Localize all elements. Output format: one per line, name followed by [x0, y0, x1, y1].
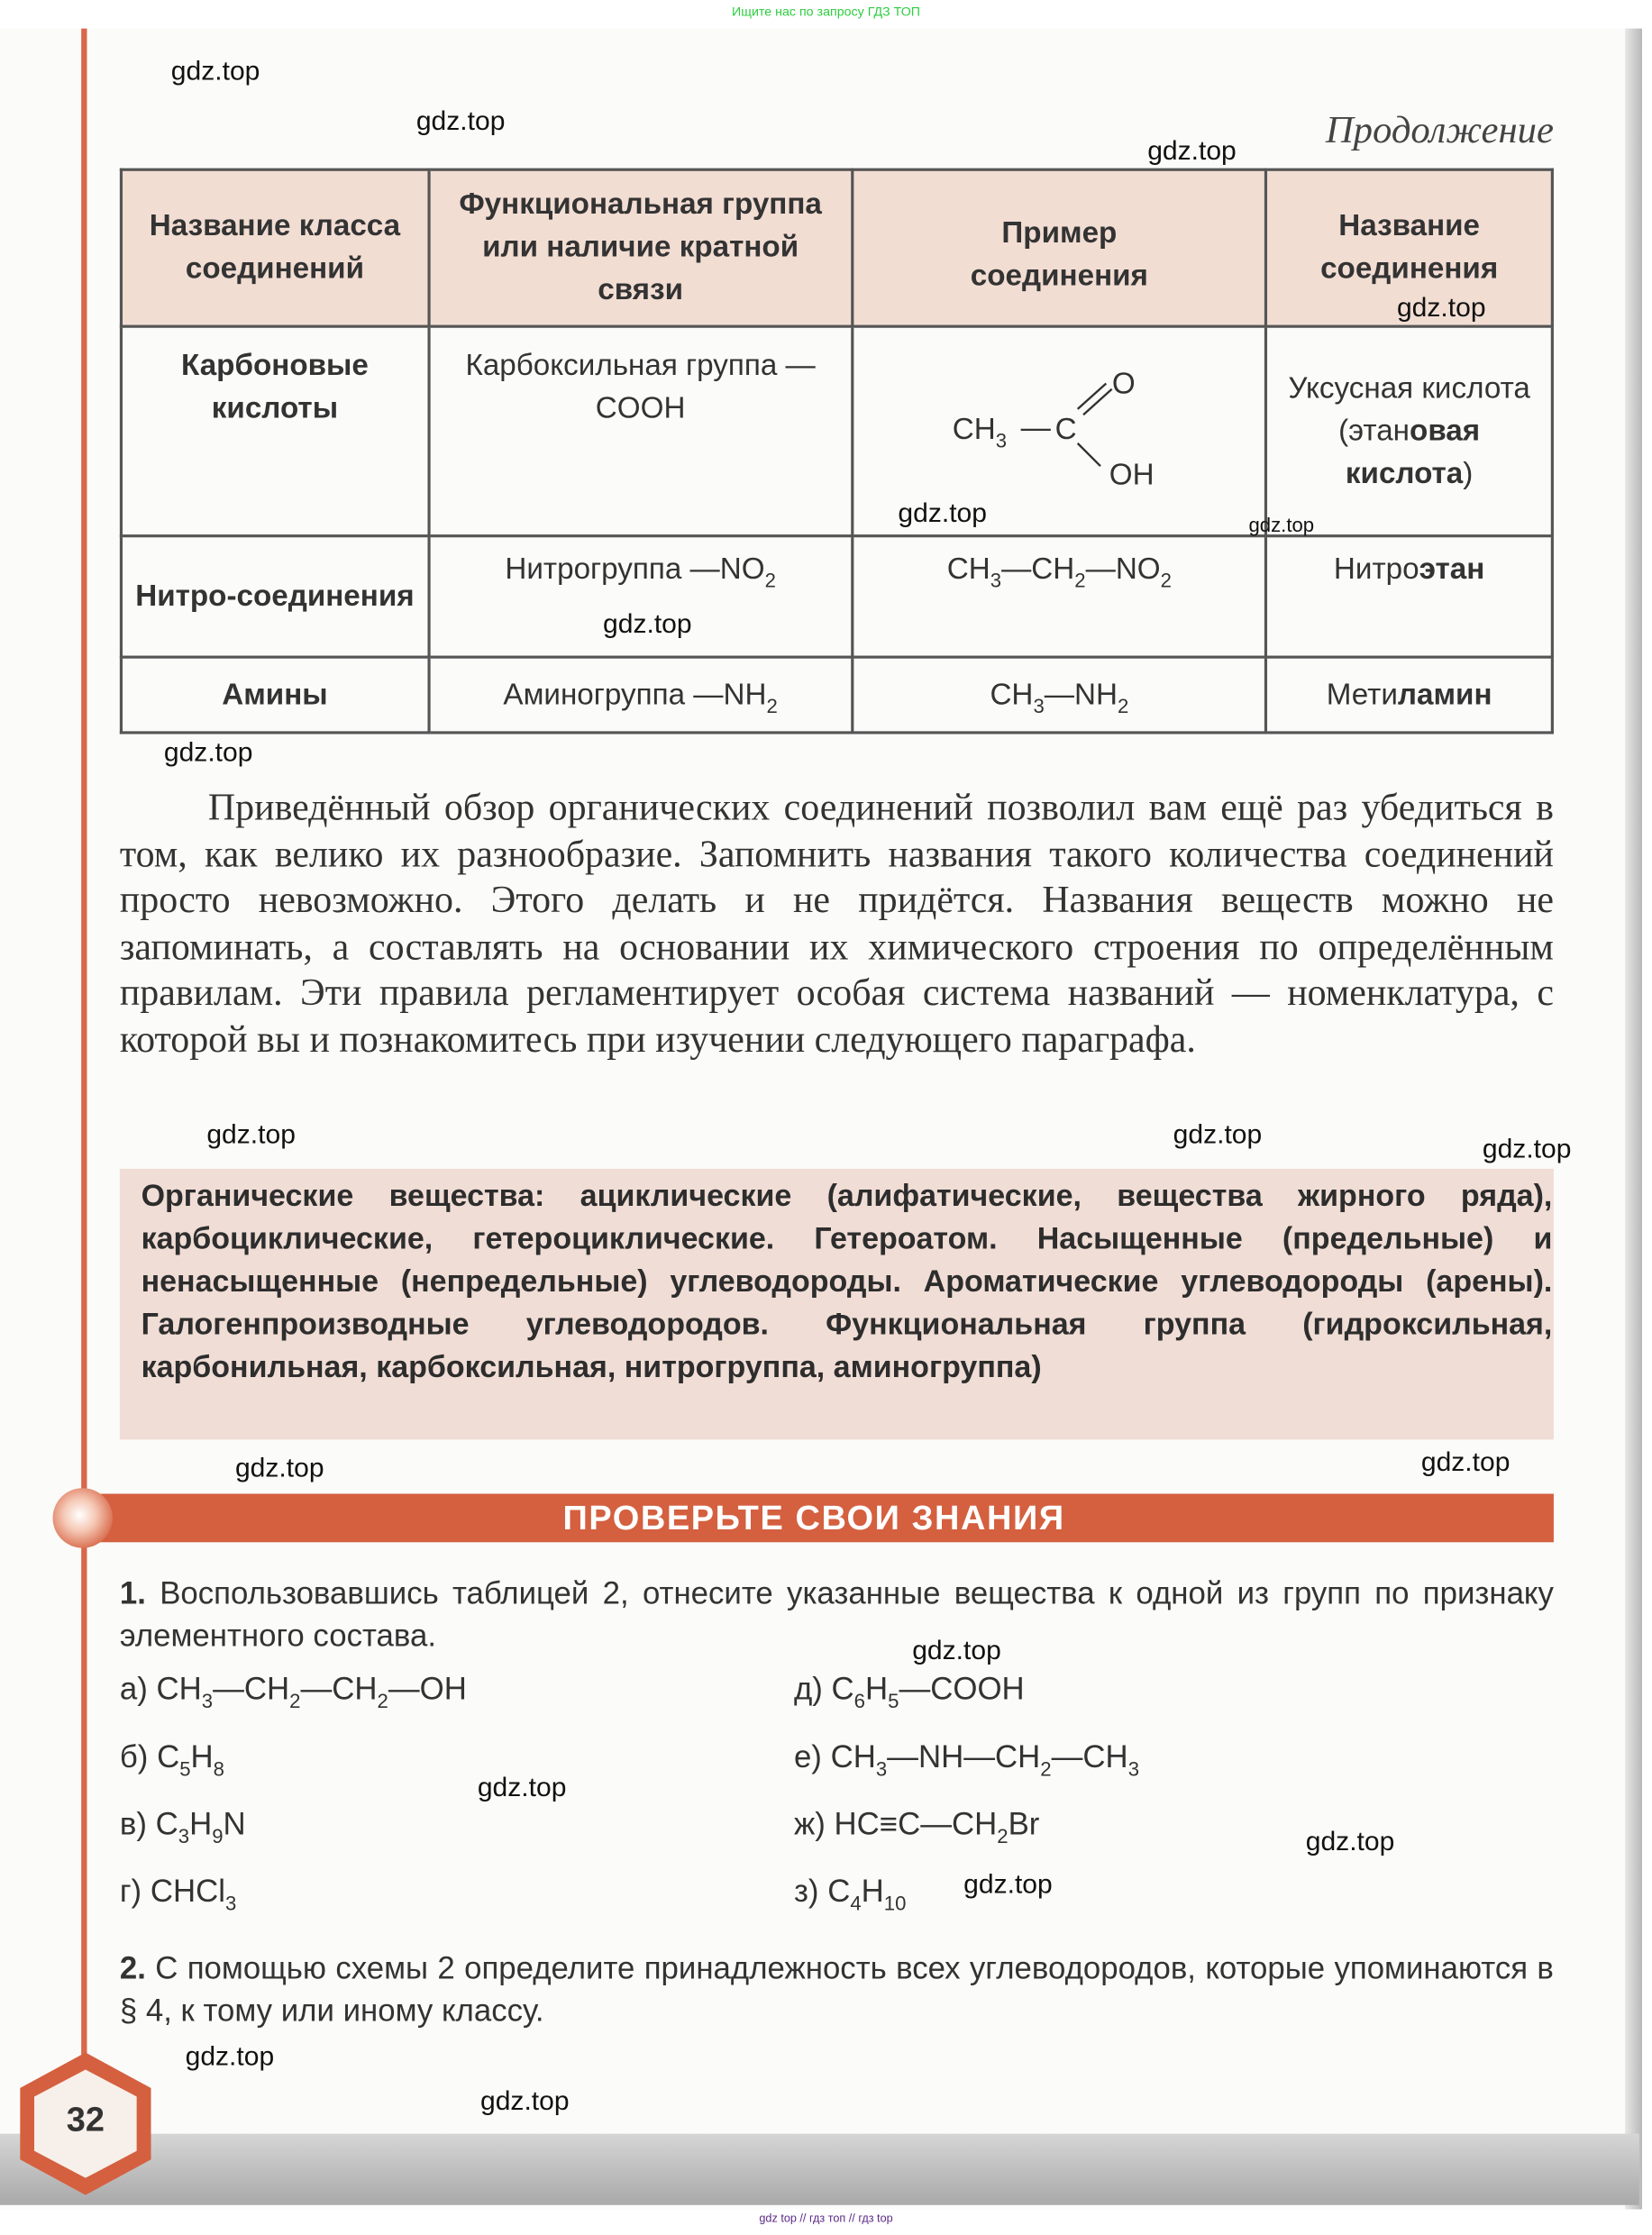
option-label: е) [793, 1738, 822, 1775]
ch-text: CH [952, 413, 996, 447]
watermark-text: gdz.top [234, 1454, 324, 1484]
watermark-text: gdz.top [1482, 1134, 1572, 1165]
formula-part: H [189, 1805, 213, 1842]
subscript: 2 [377, 1689, 388, 1712]
watermark-text: gdz.top [415, 106, 506, 137]
watermark-text: gdz.top [1420, 1447, 1511, 1479]
subscript: 5 [888, 1689, 899, 1712]
subscript: 2 [1160, 569, 1172, 592]
question-number: 1. [119, 1574, 146, 1611]
formula-part: C [157, 1738, 180, 1775]
formula-part: H [865, 1670, 889, 1707]
formula-part: C [831, 1670, 854, 1707]
subscript: 3 [995, 429, 1008, 452]
name-plain: Уксусная кислота (этан [1288, 371, 1530, 447]
option-label: в) [119, 1805, 147, 1842]
continuation-label: Продолжение [1325, 108, 1554, 151]
header-text: Пример соединения [970, 216, 1148, 293]
name-end: ) [1463, 456, 1474, 490]
answer-option [793, 1805, 1040, 1847]
formula-part: CHCl [150, 1873, 225, 1909]
watermark-text: gdz.top [1173, 1120, 1263, 1151]
watermark-text: gdz.top [963, 1870, 1053, 1901]
option-label: б) [119, 1738, 149, 1775]
subscript: 2 [289, 1689, 301, 1712]
formula-part: H [861, 1873, 884, 1909]
subscript: 3 [990, 569, 1002, 592]
formula-part: N [223, 1805, 246, 1842]
formula-part: CH [946, 552, 990, 587]
header-cell [853, 169, 1266, 326]
header-cell: Название класса соединений [121, 169, 428, 326]
group-text: Нитрогруппа —NO [505, 552, 765, 587]
formula-part: CH [156, 1670, 202, 1707]
example-cell [853, 536, 1266, 657]
subscript: 10 [883, 1891, 907, 1915]
formula-part: Br [1008, 1805, 1040, 1842]
question-2 [120, 1947, 1554, 2032]
formula-part: —NH [1044, 678, 1118, 711]
question-1 [120, 1573, 1554, 1658]
subscript: 3 [178, 1824, 190, 1847]
formula-part: —OH [388, 1670, 467, 1707]
table-row [121, 536, 1552, 657]
watermark-text: gdz.top [477, 1773, 567, 1803]
class-cell: Карбоновые кислоты [121, 326, 428, 535]
margin-line [81, 29, 87, 2139]
subscript: 4 [850, 1891, 862, 1915]
option-label: г) [119, 1873, 142, 1909]
subscript: 5 [179, 1757, 191, 1781]
formula-part: C [827, 1873, 851, 1909]
option-label: ж) [793, 1805, 826, 1842]
class-cell: Амины [121, 657, 428, 733]
header-cell: Название соединения [1266, 169, 1552, 326]
formula-part: CH [990, 678, 1034, 711]
subscript: 2 [766, 693, 778, 716]
subscript: 2 [1040, 1757, 1052, 1781]
answer-option [119, 1670, 467, 1712]
table-row [121, 326, 1552, 535]
subscript: 8 [213, 1757, 225, 1781]
table-header-row [121, 169, 1552, 326]
watermark-text: gdz.top [1396, 293, 1486, 324]
carbon-text: C [1054, 413, 1077, 447]
page-number: 32 [66, 2101, 105, 2139]
formula-part: —NH—CH [887, 1738, 1041, 1775]
name-cell [1266, 657, 1552, 733]
watermark-text: gdz.top [479, 2086, 570, 2117]
top-note: Ищите нас по запросу ГДЗ ТОП [732, 4, 921, 19]
formula-part: H [190, 1738, 214, 1775]
page-edge [1625, 29, 1642, 2210]
group-text: Аминогруппа —NH [503, 678, 767, 711]
formula-part: HC≡C—CH [834, 1805, 998, 1842]
group-cell: Карбоксильная группа —COOH [428, 326, 852, 535]
subscript: 2 [764, 569, 776, 592]
option-label: а) [119, 1670, 148, 1707]
watermark-text: gdz.top [163, 738, 253, 769]
key-terms-text: Органические вещества: ациклические (алифатические, вещества жирного ряда), карбоциклические, гетероциклические. Гетероатом. Насыщенные (предельные) и ненасыщенные (непредельные) углеводороды. Ароматические углеводороды (арены). Галогенпроизводные углеводородов. Функциональная группа (гидроксильная, карбонильная, карбоксильная, нитрогруппа, аминогруппа) [141, 1178, 1553, 1384]
watermark-text: gdz.top [1147, 136, 1237, 168]
header-cell: Функциональная группа или наличие кратной связи [428, 169, 852, 326]
option-label: з) [793, 1873, 819, 1909]
hydroxyl-text: OH [1109, 459, 1155, 492]
answer-option [119, 1873, 237, 1915]
question-number: 2. [119, 1949, 146, 1986]
watermark-text: gdz.top [206, 1120, 296, 1151]
question-text: Воспользовавшись таблицей 2, отнесите указанные вещества к одной из групп по признаку элементного состава. [119, 1574, 1554, 1654]
name-plain: Нитро [1333, 552, 1419, 587]
name-plain: Мети [1326, 678, 1398, 711]
name-cell [1266, 326, 1552, 535]
compounds-table [120, 169, 1554, 734]
formula-part: —COOH [899, 1670, 1025, 1707]
section-title: ПРОВЕРЬТЕ СВОИ ЗНАНИЯ [562, 1499, 1065, 1538]
subscript: 2 [997, 1824, 1009, 1847]
name-bold: овая кислота [1345, 414, 1481, 490]
watermark-text: gdz.top [185, 2042, 275, 2073]
name-bold: ламин [1397, 678, 1492, 711]
answer-option [119, 1805, 246, 1847]
formula-part: CH [830, 1738, 876, 1775]
answer-option [793, 1670, 1025, 1712]
example-cell [853, 657, 1266, 733]
formula-part: C [155, 1805, 178, 1842]
bottom-band [0, 2134, 1639, 2205]
subscript: 2 [1117, 693, 1129, 716]
name-cell [1266, 536, 1552, 657]
watermark-text: gdz.top [898, 498, 987, 529]
body-paragraph: Приведённый обзор органических соединений позволил вам ещё раз убедиться в том, как велико их разнообразие. Запомнить названия такого количества соединений просто невозможно. Этого делать и не придётся. Названия веществ можно не запоминать, а составлять на основании их химического строения по определённым правилам. Эти правила регламентирует особая система названий — номенклатура, с которой вы и познакомитесь при изучении следующего параграфа. [119, 785, 1554, 1061]
question-text: С помощью схемы 2 определите принадлежность всех углеводородов, которые упоминаются в § 4, к тому или иному классу. [119, 1949, 1554, 2029]
watermark-text: gdz.top [603, 609, 692, 641]
oxygen-text: O [1111, 368, 1136, 401]
subscript: 3 [201, 1689, 214, 1712]
bond-lines [953, 360, 1166, 488]
subscript: 3 [875, 1757, 888, 1781]
table-row [121, 657, 1552, 733]
class-cell: Нитро-соединения [121, 536, 428, 657]
answer-option [793, 1873, 907, 1915]
answer-option [793, 1738, 1140, 1781]
formula-part: —CH [213, 1670, 290, 1707]
formula-part: —CH [1051, 1738, 1128, 1775]
watermark-text: gdz.top [1248, 513, 1315, 536]
subscript: 3 [1127, 1757, 1140, 1781]
name-bold: этан [1419, 552, 1485, 587]
subscript: 3 [1033, 693, 1045, 716]
option-label: д) [793, 1670, 823, 1707]
acetic-acid-structure [952, 360, 1166, 492]
formula-part: —NO [1085, 552, 1161, 587]
watermark-text: gdz.top [912, 1636, 1001, 1666]
subscript: 3 [224, 1891, 237, 1915]
answer-option [119, 1738, 225, 1781]
footer-note: gdz top // гдз топ // гдз top [759, 2212, 893, 2225]
group-cell [428, 657, 852, 733]
bond: — [1020, 412, 1051, 445]
watermark-text: gdz.top [1305, 1827, 1395, 1857]
subscript: 2 [1074, 569, 1086, 592]
formula-part: —CH [300, 1670, 378, 1707]
formula-part: —CH [1001, 552, 1075, 587]
subscript: 6 [853, 1689, 866, 1712]
watermark-text: gdz.top [170, 57, 260, 87]
subscript: 9 [212, 1824, 224, 1847]
